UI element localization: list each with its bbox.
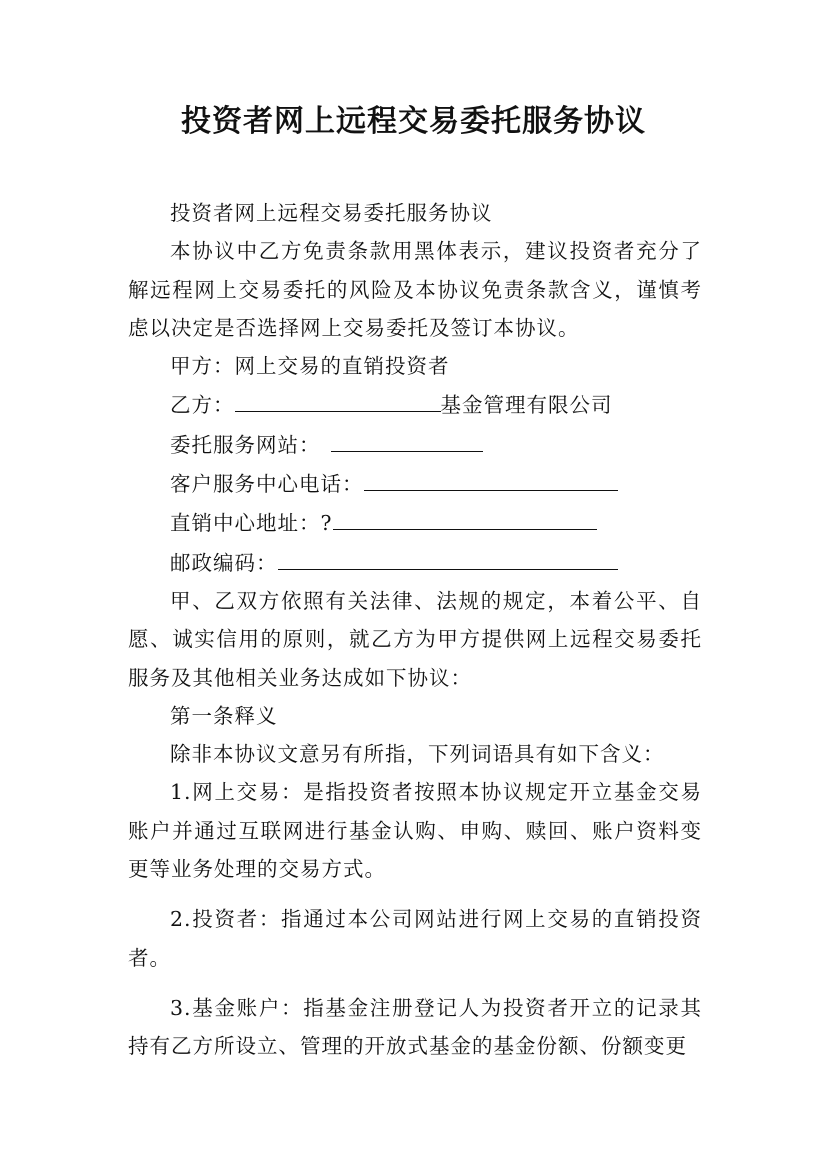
paragraph-agreement-basis: 甲、乙双方依照有关法律、法规的规定，本着公平、自愿、诚实信用的原则，就乙方为甲方提供网上远程交易委托服务及其他相关业务达成如下协议： bbox=[128, 588, 702, 690]
address-label: 直销中心地址：? bbox=[170, 511, 333, 536]
service-phone-line bbox=[128, 464, 702, 503]
postcode-label: 邮政编码： bbox=[170, 550, 278, 575]
service-phone-blank bbox=[364, 464, 618, 491]
paragraph-disclaimer-notice: 本协议中乙方免责条款用黑体表示，建议投资者充分了解远程网上交易委托的风险及本协议免责条款含义，谨慎考虑以决定是否选择网上交易委托及签订本协议。 bbox=[128, 239, 702, 340]
website-line bbox=[128, 425, 702, 464]
document-title: 投资者网上远程交易委托服务协议 bbox=[181, 104, 646, 139]
party-b-line bbox=[128, 385, 702, 424]
party-b-label: 乙方： bbox=[170, 393, 235, 418]
party-b-blank bbox=[235, 385, 441, 412]
paragraph-heading: 投资者网上远程交易委托服务协议 bbox=[170, 201, 493, 225]
definition-fund-account: 3.基金账户：指基金注册登记人为投资者开立的记录其持有乙方所设立、管理的开放式基金的基金份额、份额变更 bbox=[128, 995, 702, 1059]
document-body bbox=[128, 194, 702, 1066]
postcode-line bbox=[128, 543, 702, 582]
definition-online-trading: 1.网上交易：是指投资者按照本协议规定开立基金交易账户并通过互联网进行基金认购、申购、赎回、账户资料变更等业务处理的交易方式。 bbox=[128, 780, 702, 882]
website-blank bbox=[331, 425, 483, 452]
website-label: 委托服务网站： bbox=[170, 432, 321, 457]
party-b-suffix: 基金管理有限公司 bbox=[440, 393, 613, 418]
address-blank bbox=[333, 503, 597, 530]
paragraph-definitions-intro: 除非本协议文意另有所指，下列词语具有如下含义： bbox=[170, 742, 665, 767]
party-a-line: 甲方：网上交易的直销投资者 bbox=[170, 354, 450, 379]
postcode-blank bbox=[278, 543, 618, 570]
service-phone-label: 客户服务中心电话： bbox=[170, 472, 364, 497]
address-line bbox=[128, 503, 702, 542]
article-1-heading: 第一条释义 bbox=[170, 703, 278, 728]
definition-investor: 2.投资者：指通过本公司网站进行网上交易的直销投资者。 bbox=[128, 907, 702, 970]
